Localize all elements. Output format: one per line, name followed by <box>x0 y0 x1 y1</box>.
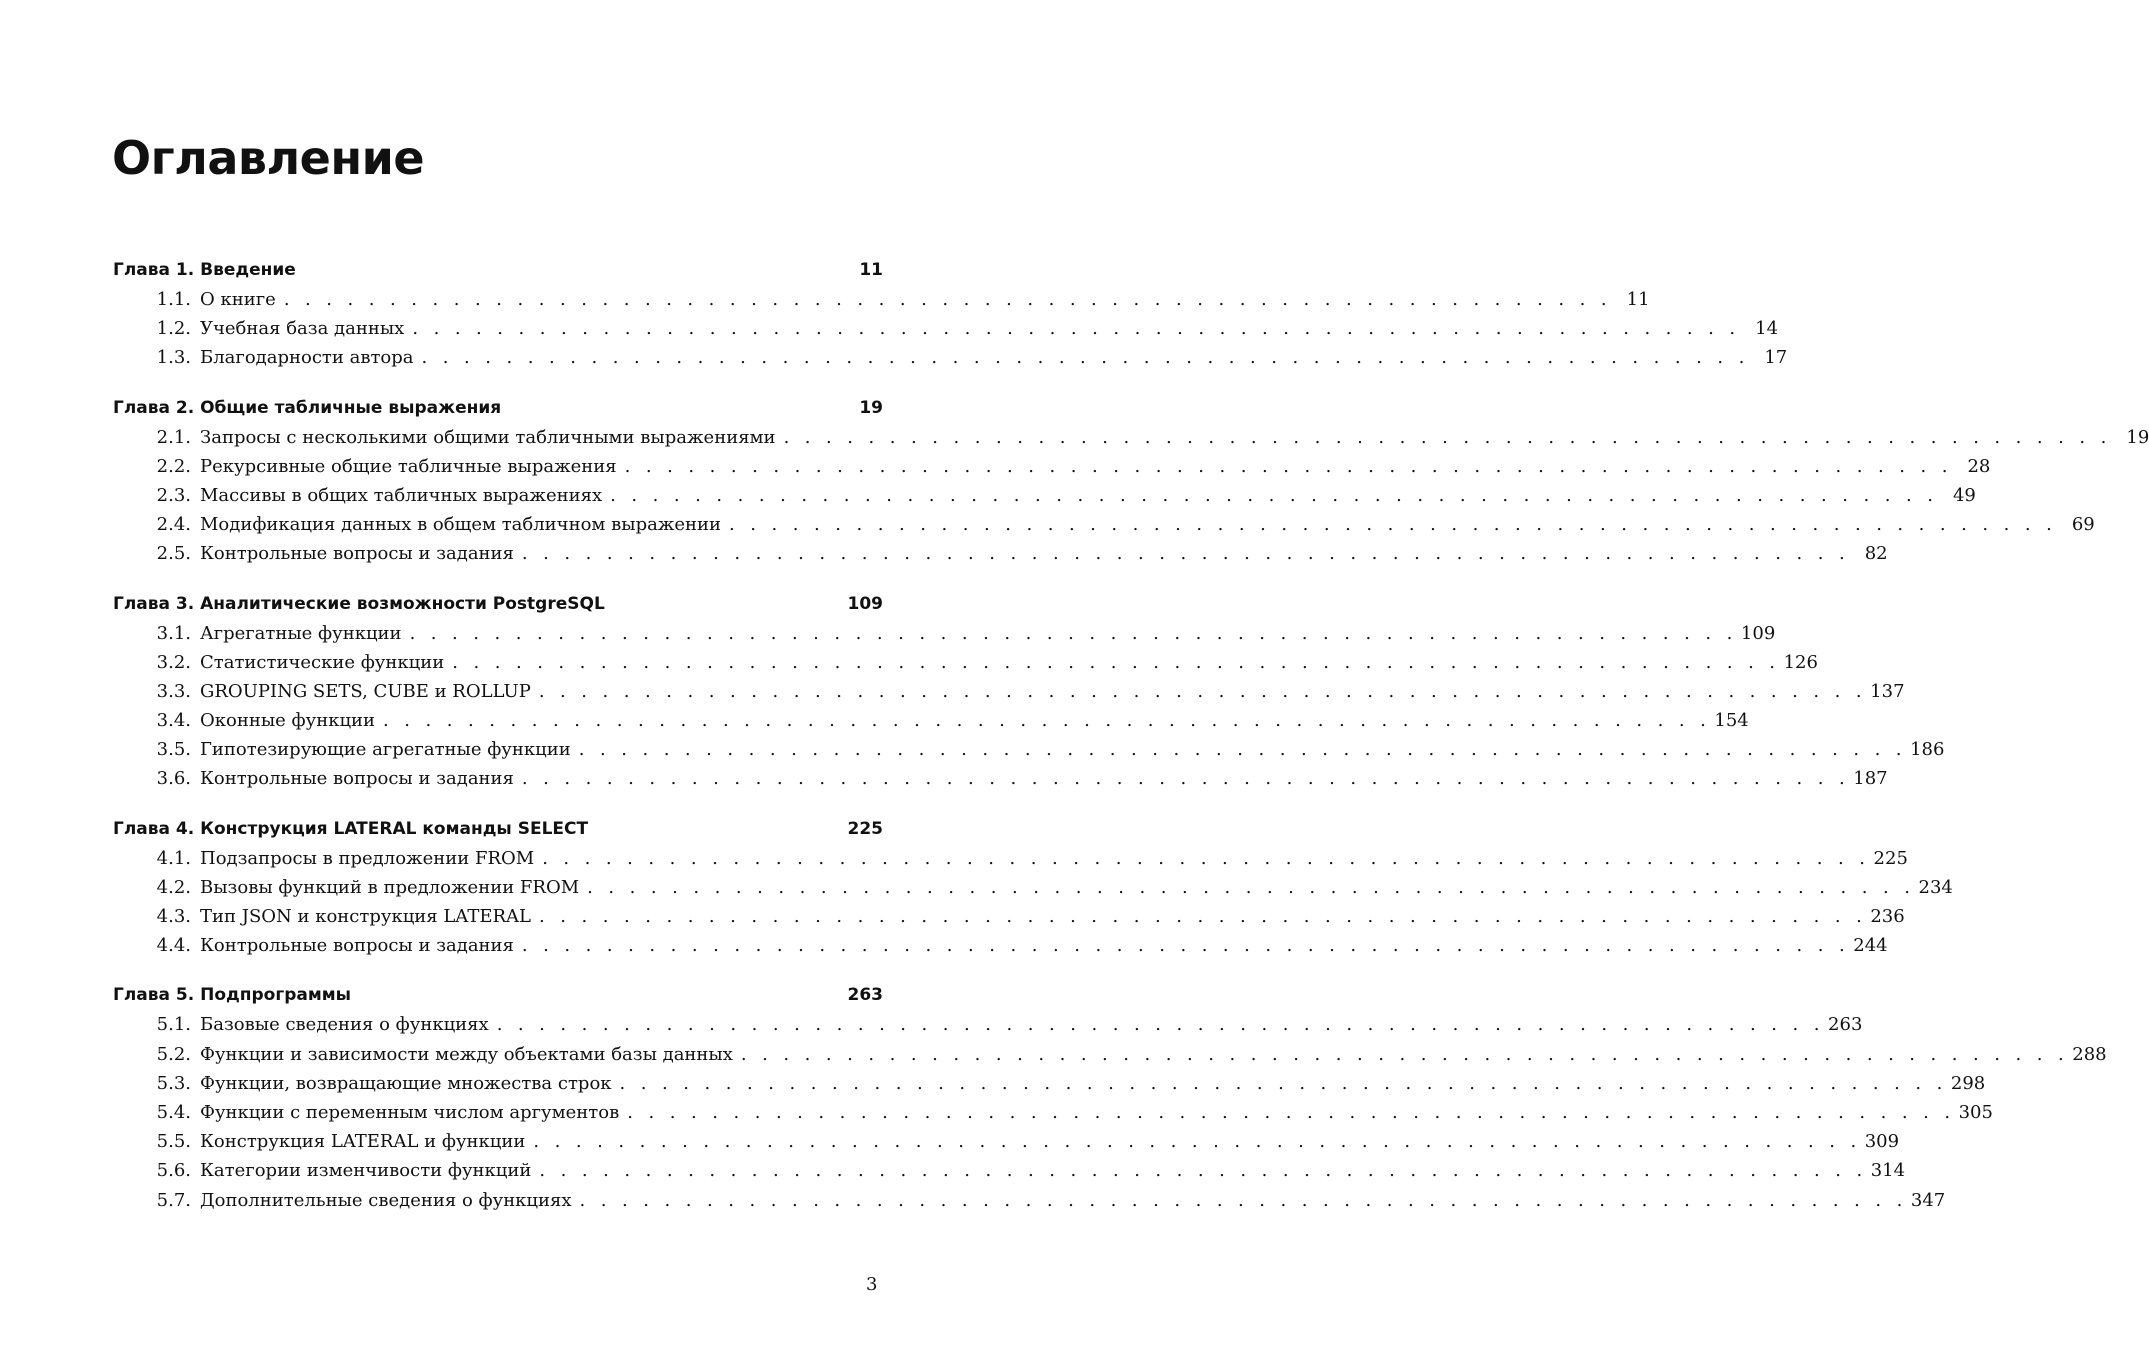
dot-leader: . . . . . . . . . . . . . . . . . . . . . . . . . . . . . . . . . . . . . . . . . . . . . . . . . . . . . . . . . . . . . . . <box>421 347 1750 369</box>
section-entry[interactable] <box>113 1127 1900 1156</box>
section-page-number: 187 <box>1853 768 1888 790</box>
section-page-number: 263 <box>1828 1014 1863 1036</box>
section-number: 2.2. <box>156 455 191 477</box>
chapter-title: Глава 3. Аналитические возможности PostgreSQL <box>113 593 605 614</box>
section-title: Подзапросы в предложении FROM <box>200 847 535 869</box>
section-number: 3.4. <box>156 710 191 732</box>
section-page-number: 244 <box>1853 935 1888 957</box>
section-number: 3.2. <box>156 651 191 673</box>
section-title: Массивы в общих табличных выражениях <box>200 484 603 506</box>
section-title: Вызовы функций в предложении FROM <box>200 876 580 898</box>
page-title: Оглавление <box>112 131 425 185</box>
dot-leader: . . . . . . . . . . . . . . . . . . . . . . . . . . . . . . . . . . . . . . . . . . . . . . . . . . . . . . . . . . . . . . . <box>783 426 2112 448</box>
section-entry[interactable] <box>113 931 1888 960</box>
section-title: Функции и зависимости между объектами базы данных <box>200 1043 733 1065</box>
section-page-number: 69 <box>2071 514 2095 536</box>
section-number: 4.4. <box>156 935 191 957</box>
dot-leader: . . . . . . . . . . . . . . . . . . . . . . . . . . . . . . . . . . . . . . . . . . . . . . . . . . . . . . . . . . . . . . . <box>539 1160 1868 1182</box>
section-page-number: 109 <box>1740 622 1776 644</box>
dot-leader: . . . . . . . . . . . . . . . . . . . . . . . . . . . . . . . . . . . . . . . . . . . . . . . . . . . . . . . . . . . . . . . <box>578 739 1907 761</box>
section-entry[interactable] <box>113 423 2149 452</box>
section-number: 4.1. <box>156 847 191 869</box>
section-title: Конструкция LATERAL и функции <box>200 1131 526 1153</box>
section-number: 5.6. <box>156 1160 191 1182</box>
section-entry[interactable] <box>113 314 1779 343</box>
chapter-entry[interactable] <box>113 256 883 285</box>
section-number: 5.4. <box>156 1101 191 1123</box>
section-page-number: 28 <box>1967 455 1991 477</box>
section-title: GROUPING SETS, CUBE и ROLLUP <box>200 680 531 702</box>
chapter-page-number: 225 <box>847 818 883 839</box>
section-title: О книге <box>200 289 276 310</box>
dot-leader: . . . . . . . . . . . . . . . . . . . . . . . . . . . . . . . . . . . . . . . . . . . . . . . . . . . . . . . . . . . . . . . <box>452 651 1780 673</box>
dot-leader: . . . . . . . . . . . . . . . . . . . . . . . . . . . . . . . . . . . . . . . . . . . . . . . . . . . . . . . . . . . . . . . <box>521 543 1850 565</box>
section-number: 3.5. <box>156 739 191 761</box>
section-entry[interactable] <box>113 481 1976 510</box>
section-entry[interactable] <box>113 619 1776 648</box>
section-title: Контрольные вопросы и задания <box>200 768 514 790</box>
section-title: Контрольные вопросы и задания <box>200 935 514 957</box>
section-entry[interactable] <box>113 1186 1946 1215</box>
table-of-contents <box>113 256 2149 1236</box>
section-page-number: 314 <box>1870 1160 1906 1182</box>
section-title: Тип JSON и конструкция LATERAL <box>200 906 531 927</box>
section-number: 1.2. <box>156 318 191 340</box>
section-page-number: 154 <box>1714 710 1749 732</box>
section-number: 2.3. <box>156 484 191 506</box>
section-page-number: 234 <box>1918 876 1953 898</box>
dot-leader: . . . . . . . . . . . . . . . . . . . . . . . . . . . . . . . . . . . . . . . . . . . . . . . . . . . . . . . . . . . . . . . <box>610 484 1938 506</box>
section-number: 1.3. <box>156 347 191 369</box>
section-page-number: 288 <box>2072 1043 2107 1065</box>
section-title: Агрегатные функции <box>200 622 402 644</box>
chapter-title: Глава 2. Общие табличные выражения <box>113 397 502 418</box>
section-number: 5.1. <box>156 1014 191 1036</box>
section-page-number: 137 <box>1870 680 1905 702</box>
section-title: Категории изменчивости функций <box>200 1160 532 1182</box>
section-entry[interactable] <box>113 452 1991 481</box>
section-page-number: 19 <box>2126 426 2149 448</box>
section-number: 3.1. <box>156 622 191 644</box>
dot-leader: . . . . . . . . . . . . . . . . . . . . . . . . . . . . . . . . . . . . . . . . . . . . . . . . . . . . . . . . . . . . . . . <box>283 289 1612 310</box>
section-title: Контрольные вопросы и задания <box>200 543 514 565</box>
section-entry[interactable] <box>113 706 1749 735</box>
section-title: Благодарности автора <box>200 347 414 369</box>
chapter-title: Глава 1. Введение <box>113 260 296 280</box>
section-entry[interactable] <box>113 677 1905 706</box>
toc-chapter <box>113 981 2107 1214</box>
section-title: Функции с переменным числом аргументов <box>200 1101 620 1123</box>
section-entry[interactable] <box>113 343 1788 372</box>
section-entry[interactable] <box>113 764 1888 793</box>
dot-leader: . . . . . . . . . . . . . . . . . . . . . . . . . . . . . . . . . . . . . . . . . . . . . . . . . . . . . . . . . . . . . . . <box>627 1101 1955 1123</box>
section-number: 5.7. <box>156 1189 191 1211</box>
dot-leader: . . . . . . . . . . . . . . . . . . . . . . . . . . . . . . . . . . . . . . . . . . . . . . . . . . . . . . . . . . . . . . . <box>538 906 1867 927</box>
dot-leader: . . . . . . . . . . . . . . . . . . . . . . . . . . . . . . . . . . . . . . . . . . . . . . . . . . . . . . . . . . . . . . . <box>412 318 1741 340</box>
dot-leader: . . . . . . . . . . . . . . . . . . . . . . . . . . . . . . . . . . . . . . . . . . . . . . . . . . . . . . . . . . . . . . . <box>496 1014 1825 1036</box>
section-number: 5.3. <box>156 1072 191 1094</box>
section-entry[interactable] <box>113 1156 1906 1185</box>
section-title: Статистические функции <box>200 651 445 673</box>
section-page-number: 49 <box>1952 484 1976 506</box>
toc-chapter <box>113 590 1945 794</box>
section-entry[interactable] <box>113 539 1888 568</box>
chapter-entry[interactable] <box>113 815 883 844</box>
section-page-number: 14 <box>1755 318 1779 340</box>
section-number: 4.2. <box>156 876 191 898</box>
section-page-number: 11 <box>1626 289 1650 310</box>
dot-leader: . . . . . . . . . . . . . . . . . . . . . . . . . . . . . . . . . . . . . . . . . . . . . . . . . . . . . . . . . . . . . . . <box>521 935 1850 957</box>
section-entry[interactable] <box>113 648 1818 677</box>
section-title: Функции, возвращающие множества строк <box>200 1072 612 1094</box>
toc-chapter <box>113 256 1788 373</box>
dot-leader: . . . . . . . . . . . . . . . . . . . . . . . . . . . . . . . . . . . . . . . . . . . . . . . . . . . . . . . . . . . . . . . <box>587 876 1915 898</box>
dot-leader: . . . . . . . . . . . . . . . . . . . . . . . . . . . . . . . . . . . . . . . . . . . . . . . . . . . . . . . . . . . . . . . <box>542 847 1870 869</box>
section-title: Гипотезирующие агрегатные функции <box>200 739 571 761</box>
section-entry[interactable] <box>113 844 1908 873</box>
section-number: 3.6. <box>156 768 191 790</box>
dot-leader: . . . . . . . . . . . . . . . . . . . . . . . . . . . . . . . . . . . . . . . . . . . . . . . . . . . . . . . . . . . . . . . <box>538 680 1867 702</box>
section-entry[interactable] <box>113 510 2095 539</box>
toc-chapter <box>113 394 2149 569</box>
section-page-number: 17 <box>1764 347 1788 369</box>
dot-leader: . . . . . . . . . . . . . . . . . . . . . . . . . . . . . . . . . . . . . . . . . . . . . . . . . . . . . . . . . . . . . . . <box>409 622 1738 644</box>
section-title: Запросы с несколькими общими табличными выражениями <box>200 426 776 448</box>
chapter-entry[interactable] <box>113 394 883 423</box>
dot-leader: . . . . . . . . . . . . . . . . . . . . . . . . . . . . . . . . . . . . . . . . . . . . . . . . . . . . . . . . . . . . . . . <box>624 455 1953 477</box>
section-number: 4.3. <box>156 906 191 927</box>
dot-leader: . . . . . . . . . . . . . . . . . . . . . . . . . . . . . . . . . . . . . . . . . . . . . . . . . . . . . . . . . . . . . . . <box>740 1043 2069 1065</box>
section-page-number: 305 <box>1958 1101 1993 1123</box>
section-entry[interactable] <box>113 873 1953 902</box>
section-number: 2.4. <box>156 514 191 536</box>
section-page-number: 126 <box>1783 651 1818 673</box>
section-number: 1.1. <box>156 289 191 310</box>
section-entry[interactable] <box>113 1098 1993 1127</box>
chapter-page-number: 19 <box>859 397 883 418</box>
section-title: Оконные функции <box>200 710 376 732</box>
dot-leader: . . . . . . . . . . . . . . . . . . . . . . . . . . . . . . . . . . . . . . . . . . . . . . . . . . . . . . . . . . . . . . . <box>521 768 1850 790</box>
section-page-number: 309 <box>1864 1131 1900 1153</box>
section-number: 5.2. <box>156 1043 191 1065</box>
section-title: Учебная база данных <box>200 318 405 340</box>
dot-leader: . . . . . . . . . . . . . . . . . . . . . . . . . . . . . . . . . . . . . . . . . . . . . . . . . . . . . . . . . . . . . . . <box>533 1131 1862 1153</box>
dot-leader: . . . . . . . . . . . . . . . . . . . . . . . . . . . . . . . . . . . . . . . . . . . . . . . . . . . . . . . . . . . . . . . <box>383 710 1711 732</box>
toc-chapter <box>113 815 1953 961</box>
section-number: 5.5. <box>156 1131 191 1153</box>
dot-leader: . . . . . . . . . . . . . . . . . . . . . . . . . . . . . . . . . . . . . . . . . . . . . . . . . . . . . . . . . . . . . . . <box>729 514 2057 536</box>
chapter-title: Глава 5. Подпрограммы <box>113 985 352 1006</box>
section-number: 2.5. <box>156 543 191 565</box>
chapter-entry[interactable] <box>113 981 883 1010</box>
section-page-number: 82 <box>1864 543 1888 565</box>
section-page-number: 236 <box>1870 906 1905 927</box>
chapter-entry[interactable] <box>113 590 883 619</box>
chapter-page-number: 263 <box>847 985 883 1006</box>
section-title: Базовые сведения о функциях <box>200 1014 489 1036</box>
section-page-number: 347 <box>1910 1189 1946 1211</box>
chapter-page-number: 109 <box>847 593 883 614</box>
chapter-title: Глава 4. Конструкция LATERAL команды SELECT <box>113 818 589 839</box>
section-number: 3.3. <box>156 680 191 702</box>
section-entry[interactable] <box>113 1040 2107 1069</box>
section-page-number: 225 <box>1873 847 1908 869</box>
section-entry[interactable] <box>113 285 1650 314</box>
section-page-number: 298 <box>1950 1072 1986 1094</box>
section-entry[interactable] <box>113 1010 1863 1039</box>
section-number: 2.1. <box>156 426 191 448</box>
chapter-page-number: 11 <box>859 260 883 280</box>
section-entry[interactable] <box>113 735 1945 764</box>
section-title: Модификация данных в общем табличном выражении <box>200 514 722 536</box>
dot-leader: . . . . . . . . . . . . . . . . . . . . . . . . . . . . . . . . . . . . . . . . . . . . . . . . . . . . . . . . . . . . . . . <box>619 1072 1948 1094</box>
section-entry[interactable] <box>113 1069 1986 1098</box>
section-entry[interactable] <box>113 902 1905 931</box>
section-page-number: 186 <box>1910 739 1945 761</box>
section-title: Дополнительные сведения о функциях <box>200 1189 572 1211</box>
page-number: 3 <box>866 1274 878 1295</box>
dot-leader: . . . . . . . . . . . . . . . . . . . . . . . . . . . . . . . . . . . . . . . . . . . . . . . . . . . . . . . . . . . . . . . <box>579 1189 1908 1211</box>
section-title: Рекурсивные общие табличные выражения <box>200 455 617 477</box>
